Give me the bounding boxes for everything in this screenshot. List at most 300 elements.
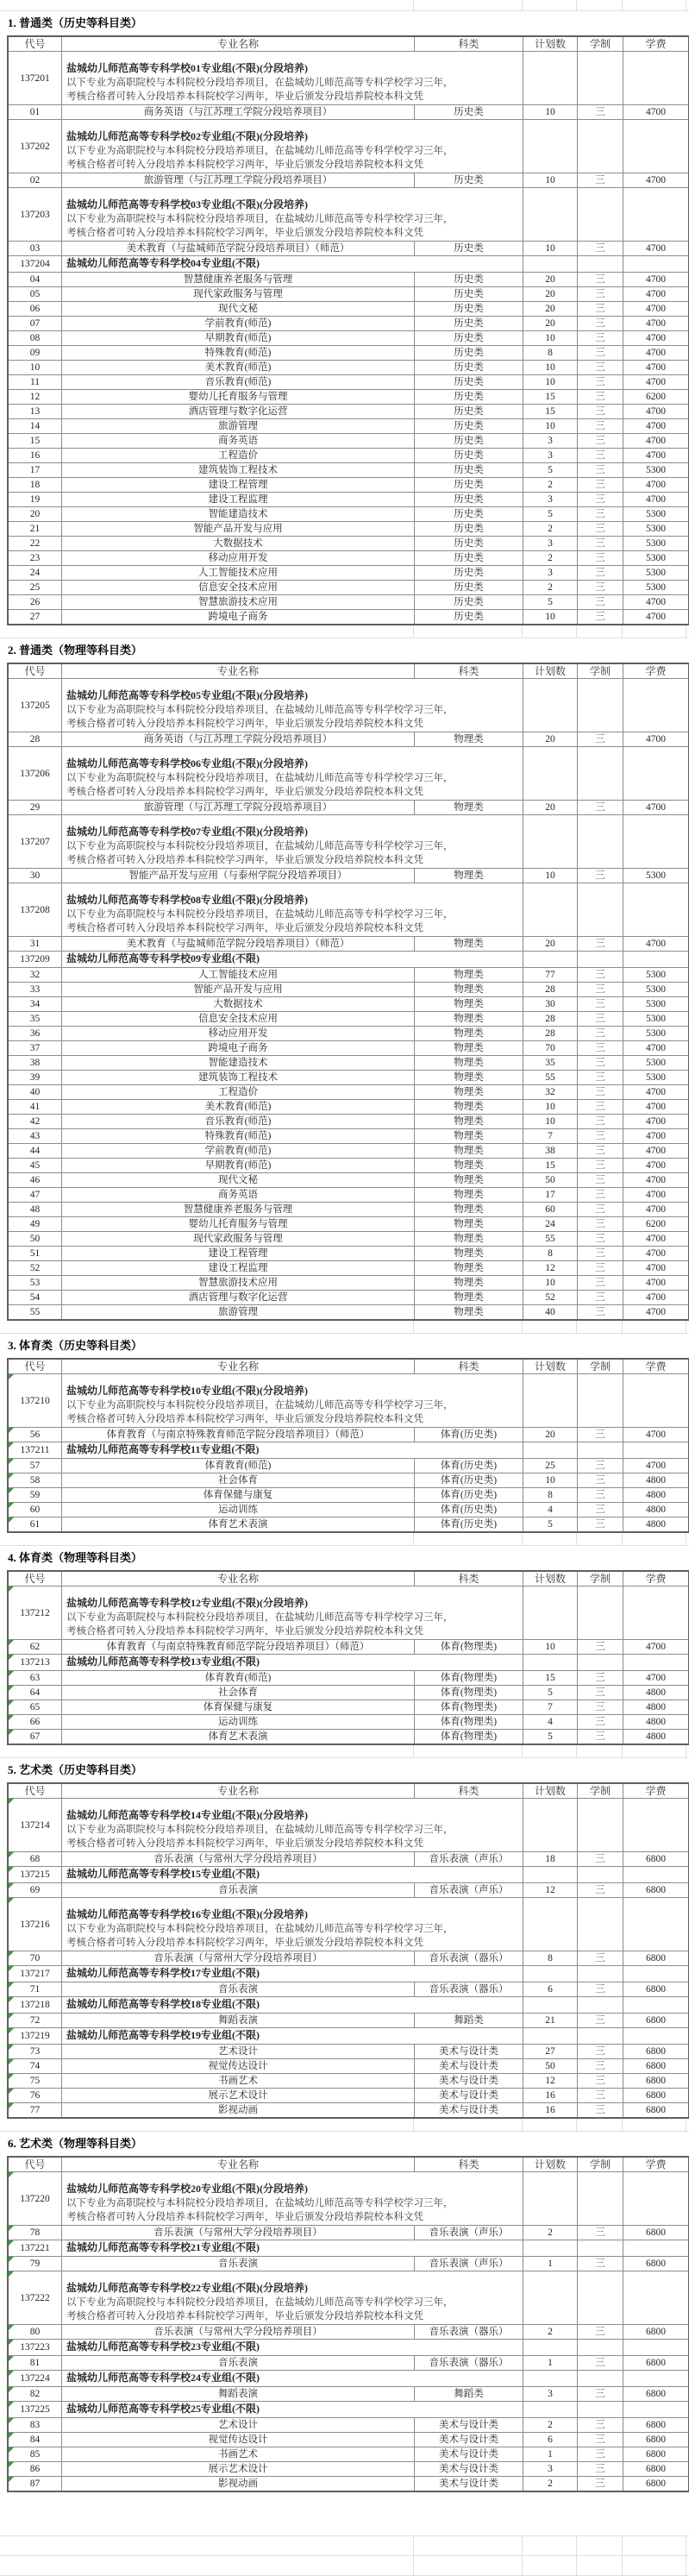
cell-major-name: 音乐表演 <box>62 1883 415 1897</box>
cell-major-name: 体育教育(师范) <box>62 1459 415 1473</box>
cell-major-name: 体育保健与康复 <box>62 1488 415 1502</box>
group-segment-note: 以下专业为高职院校与本科院校分段培养项目，在盐城幼儿师范高等专科学校学习三年，考核合格者可转入分段培养本科院校学习两年，毕业后颁发分段培养院校本科文凭 <box>66 841 454 865</box>
cell-code: 87 <box>9 2477 62 2491</box>
cell-category: 历史类 <box>415 173 523 187</box>
cell-plan-count: 12 <box>523 1261 578 1275</box>
cell-category: 美术与设计类 <box>415 2045 523 2058</box>
cell-plan-count: 27 <box>523 2045 578 2058</box>
cell-plan-count <box>578 679 623 732</box>
cell-major-name: 特殊教育(师范) <box>62 1129 415 1143</box>
cell-major-name: 商务英语（与江苏理工学院分段培养项目） <box>62 105 415 119</box>
cell-fee: 4800 <box>646 1475 666 1486</box>
cell-years: 三 <box>578 2477 623 2491</box>
cell-fee: 5300 <box>646 970 666 980</box>
cell-major-name: 展示艺术设计 <box>62 2462 415 2476</box>
group-row <box>9 2402 688 2418</box>
plan-table <box>7 1358 689 1533</box>
group-title: 盐城幼儿师范高等专科学校19专业组(不限) <box>66 2029 260 2041</box>
cell-major-name: 智慧健康养老服务与管理 <box>62 1203 415 1216</box>
group-title: 盐城幼儿师范高等专科学校14专业组(不限)(分段培养) <box>66 1809 308 1821</box>
cell-group-code: 137204 <box>9 256 62 272</box>
cell-category: 历史类 <box>415 551 523 565</box>
cell-category: 物理类 <box>415 1129 523 1143</box>
cell-major-name: 音乐表演（与常州大学分段培养项目） <box>62 2226 415 2240</box>
major-row <box>9 1144 688 1159</box>
major-row <box>9 1247 688 1261</box>
column-header-plan-count: 计划数 <box>523 664 578 678</box>
cell-years: 三 <box>578 1085 623 1099</box>
group-row <box>9 815 688 869</box>
major-row <box>9 1640 688 1655</box>
cell-group-code: 137201 <box>9 52 62 104</box>
cell-years: 三 <box>578 1100 623 1114</box>
cell-fee: 4700 <box>646 494 666 505</box>
group-row <box>9 2028 688 2045</box>
cell-category: 物理类 <box>415 1276 523 1290</box>
cell-years <box>623 2340 688 2355</box>
cell-category: 历史类 <box>415 493 523 506</box>
cell-category: 物理类 <box>415 869 523 883</box>
cell-category: 物理类 <box>415 1085 523 1099</box>
cell-group-code: 137221 <box>9 2240 62 2256</box>
cell-fee: 4700 <box>646 597 666 607</box>
group-row <box>9 2240 688 2257</box>
major-row <box>9 1173 688 1188</box>
cell-group-code: 137225 <box>9 2402 62 2417</box>
cell-code: 04 <box>9 273 62 286</box>
group-row <box>9 883 688 937</box>
column-header-code: 代号 <box>9 37 62 51</box>
cell-major-name: 人工智能技术应用 <box>62 968 415 982</box>
group-title: 盐城幼儿师范高等专科学校23专业组(不限) <box>66 2340 260 2353</box>
group-row <box>9 1374 688 1428</box>
cell-fee: 5300 <box>646 553 666 563</box>
cell-code: 40 <box>9 1085 62 1099</box>
cell-years: 三 <box>578 1129 623 1143</box>
cell-category: 美术与设计类 <box>415 2433 523 2447</box>
cell-plan-count: 8 <box>523 346 578 360</box>
cell-plan-count: 1 <box>523 2447 578 2461</box>
cell-plan-count: 12 <box>523 2074 578 2088</box>
cell-group-name <box>62 120 523 173</box>
cell-plan-count: 55 <box>523 1071 578 1084</box>
cell-major-name: 运动训练 <box>62 1503 415 1517</box>
major-row <box>9 1217 688 1232</box>
cell-code: 39 <box>9 1071 62 1084</box>
cell-fee: 5300 <box>646 509 666 519</box>
grid-line <box>576 1745 577 1757</box>
cell-category: 美术与设计类 <box>415 2418 523 2432</box>
cell-group-code: 137213 <box>9 1655 62 1670</box>
cell-category: 物理类 <box>415 997 523 1011</box>
cell-years: 三 <box>578 522 623 536</box>
cell-category: 历史类 <box>415 434 523 448</box>
cell-plan-count: 28 <box>523 983 578 996</box>
cell-major-name: 早期教育(师范) <box>62 1159 415 1172</box>
cell-years: 三 <box>578 2045 623 2058</box>
column-header-category: 科类 <box>415 1784 523 1798</box>
cell-code: 53 <box>9 1276 62 1290</box>
group-title: 盐城幼儿师范高等专科学校11专业组(不限) <box>66 1443 260 1455</box>
cell-years: 三 <box>578 1671 623 1685</box>
cell-years: 三 <box>578 1883 623 1897</box>
group-segment-note: 以下专业为高职院校与本科院校分段培养项目，在盐城幼儿师范高等专科学校学习三年，考核合格者可转入分段培养本科院校学习两年，毕业后颁发分段培养院校本科文凭 <box>66 1924 454 1948</box>
cell-plan-count <box>578 1655 623 1670</box>
cell-category <box>523 2028 578 2044</box>
major-row <box>9 1473 688 1488</box>
cell-years: 三 <box>578 537 623 550</box>
cell-years: 三 <box>578 1115 623 1128</box>
grid-strip <box>0 2555 689 2576</box>
cell-category: 历史类 <box>415 566 523 580</box>
major-row <box>9 317 688 331</box>
cell-years <box>623 1374 688 1427</box>
cell-group-code: 137203 <box>9 188 62 241</box>
group-row <box>9 1867 688 1883</box>
cell-major-name: 智能建造技术 <box>62 1056 415 1070</box>
cell-group-code: 137211 <box>9 1442 62 1458</box>
cell-fee: 4700 <box>646 1461 666 1471</box>
cell-years <box>623 1799 688 1851</box>
cell-category: 美术与设计类 <box>415 2089 523 2102</box>
cell-fee: 4700 <box>646 939 666 949</box>
cell-category <box>523 2240 578 2256</box>
cell-years: 三 <box>578 801 623 814</box>
cell-major-name: 建设工程管理 <box>62 1247 415 1260</box>
cell-category: 历史类 <box>415 375 523 389</box>
column-header-category: 科类 <box>415 1572 523 1586</box>
grid-line <box>576 1321 577 1333</box>
cell-code: 70 <box>9 1951 62 1965</box>
cell-fee: 5300 <box>646 1014 666 1024</box>
cell-fee: 5300 <box>646 524 666 534</box>
cell-code: 46 <box>9 1173 62 1187</box>
grid-line <box>522 0 523 10</box>
cell-group-name <box>62 1655 523 1670</box>
cell-major-name: 商务英语 <box>62 1188 415 1202</box>
cell-category: 历史类 <box>415 449 523 462</box>
cell-category: 音乐表演（器乐） <box>415 2325 523 2339</box>
cell-years: 三 <box>578 2462 623 2476</box>
cell-years: 三 <box>578 2014 623 2027</box>
cell-code: 58 <box>9 1473 62 1487</box>
cell-category: 美术与设计类 <box>415 2059 523 2073</box>
cell-fee: 4800 <box>646 1731 666 1742</box>
cell-group-name <box>62 2028 523 2044</box>
cell-major-name: 大数据技术 <box>62 537 415 550</box>
major-row <box>9 869 688 883</box>
major-row <box>9 1041 688 1056</box>
group-title: 盐城幼儿师范高等专科学校24专业组(不限) <box>66 2372 260 2384</box>
cell-plan-count: 10 <box>523 331 578 345</box>
cell-plan-count <box>578 1586 623 1639</box>
cell-years: 三 <box>578 595 623 609</box>
cell-plan-count: 2 <box>523 2418 578 2432</box>
cell-major-name: 音乐教育(师范) <box>62 375 415 389</box>
group-row <box>9 1997 688 2014</box>
column-header-code: 代号 <box>9 1572 62 1586</box>
cell-category: 舞蹈类 <box>415 2387 523 2401</box>
section-title: 2. 普通类（物理等科目类） <box>8 644 143 657</box>
cell-category: 历史类 <box>415 581 523 594</box>
cell-category: 体育(历史类) <box>415 1428 523 1442</box>
cell-plan-count: 2 <box>523 581 578 594</box>
cell-plan-count: 3 <box>523 2387 578 2401</box>
cell-plan-count: 6 <box>523 2433 578 2447</box>
column-header-plan-count: 计划数 <box>523 1360 578 1373</box>
cell-category <box>523 2271 578 2324</box>
cell-group-code: 137205 <box>9 679 62 732</box>
cell-fee: 6800 <box>646 2076 666 2086</box>
cell-fee: 4700 <box>646 1307 666 1317</box>
cell-group-code: 137208 <box>9 883 62 936</box>
grid-line <box>413 0 414 10</box>
cell-years: 三 <box>578 869 623 883</box>
grid-line <box>413 1745 414 1757</box>
major-row <box>9 173 688 188</box>
cell-major-name: 体育艺术表演 <box>62 1517 415 1531</box>
cell-years: 三 <box>578 173 623 187</box>
cell-major-name: 现代家政服务与管理 <box>62 287 415 301</box>
cell-code: 64 <box>9 1686 62 1700</box>
group-title: 盐城幼儿师范高等专科学校04专业组(不限) <box>66 257 260 269</box>
cell-fee: 4700 <box>646 1175 666 1185</box>
column-header-years: 学制 <box>578 37 623 51</box>
cell-plan-count: 4 <box>523 1503 578 1517</box>
cell-plan-count: 20 <box>523 1428 578 1442</box>
cell-plan-count: 35 <box>523 1056 578 1070</box>
column-header-major-name: 专业名称 <box>62 1784 415 1798</box>
cell-category: 物理类 <box>415 1012 523 1026</box>
cell-years: 三 <box>578 968 623 982</box>
cell-group-code: 137215 <box>9 1867 62 1882</box>
cell-years: 三 <box>578 507 623 521</box>
cell-plan-count: 3 <box>523 537 578 550</box>
cell-plan-count <box>578 2402 623 2417</box>
cell-code: 11 <box>9 375 62 389</box>
major-row <box>9 105 688 120</box>
cell-category: 物理类 <box>415 1291 523 1304</box>
cell-years: 三 <box>578 2089 623 2102</box>
cell-years: 三 <box>578 331 623 345</box>
cell-years: 三 <box>578 105 623 119</box>
cell-plan-count: 15 <box>523 390 578 404</box>
major-row <box>9 937 688 952</box>
cell-fee: 4700 <box>646 1234 666 1244</box>
grid-strip <box>0 2119 689 2132</box>
column-header-plan-count: 计划数 <box>523 1784 578 1798</box>
column-header-category: 科类 <box>415 664 523 678</box>
cell-fee: 4700 <box>646 1190 666 1200</box>
column-header-major-name: 专业名称 <box>62 2158 415 2171</box>
group-title: 盐城幼儿师范高等专科学校02专业组(不限)(分段培养) <box>66 130 308 142</box>
cell-years <box>623 1655 688 1670</box>
cell-plan-count: 10 <box>523 242 578 255</box>
cell-fee: 4800 <box>646 1519 666 1530</box>
cell-major-name: 音乐表演（与常州大学分段培养项目） <box>62 2325 415 2339</box>
grid-strip <box>0 0 689 11</box>
cell-code: 41 <box>9 1100 62 1114</box>
cell-years: 三 <box>578 2226 623 2240</box>
group-row <box>9 2371 688 2387</box>
cell-years: 三 <box>578 1951 623 1965</box>
group-row <box>9 1655 688 1671</box>
cell-category: 物理类 <box>415 1247 523 1260</box>
cell-category: 物理类 <box>415 1261 523 1275</box>
cell-code: 45 <box>9 1159 62 1172</box>
major-row <box>9 375 688 390</box>
cell-code: 59 <box>9 1488 62 1502</box>
cell-code: 22 <box>9 537 62 550</box>
cell-code: 47 <box>9 1188 62 1202</box>
cell-years: 三 <box>578 1027 623 1040</box>
cell-years: 三 <box>578 1232 623 1246</box>
cell-plan-count: 8 <box>523 1488 578 1502</box>
major-row <box>9 1700 688 1715</box>
cell-category: 物理类 <box>415 1115 523 1128</box>
cell-major-name: 智慧健康养老服务与管理 <box>62 273 415 286</box>
cell-years: 三 <box>578 1012 623 1026</box>
cell-group-name <box>62 1374 523 1427</box>
grid-strip <box>0 1533 689 1546</box>
major-row <box>9 983 688 997</box>
cell-fee: 6800 <box>646 1885 666 1895</box>
cell-plan-count: 10 <box>523 869 578 883</box>
cell-code: 73 <box>9 2045 62 2058</box>
cell-fee: 5300 <box>646 999 666 1009</box>
cell-code: 03 <box>9 242 62 255</box>
cell-fee: 4700 <box>646 406 666 417</box>
cell-plan-count <box>578 2271 623 2324</box>
cell-years: 三 <box>578 1517 623 1531</box>
cell-group-code: 137217 <box>9 1966 62 1982</box>
major-row <box>9 346 688 361</box>
major-row <box>9 1027 688 1041</box>
cell-group-name <box>62 52 523 104</box>
cell-category: 历史类 <box>415 346 523 360</box>
cell-group-name <box>62 1799 523 1851</box>
cell-years: 三 <box>578 2418 623 2432</box>
cell-category: 体育(历史类) <box>415 1488 523 1502</box>
cell-plan-count: 20 <box>523 287 578 301</box>
cell-fee: 5300 <box>646 568 666 578</box>
cell-years: 三 <box>578 1144 623 1158</box>
cell-years: 三 <box>578 449 623 462</box>
cell-years <box>623 952 688 967</box>
cell-major-name: 商务英语（与江苏理工学院分段培养项目） <box>62 732 415 746</box>
table-header-row <box>9 2158 688 2172</box>
cell-group-name <box>62 2172 523 2225</box>
cell-plan-count: 10 <box>523 1640 578 1654</box>
cell-category: 美术与设计类 <box>415 2074 523 2088</box>
cell-category: 物理类 <box>415 968 523 982</box>
major-row <box>9 434 688 449</box>
cell-years: 三 <box>578 732 623 746</box>
cell-code: 30 <box>9 869 62 883</box>
cell-plan-count: 8 <box>523 1247 578 1260</box>
cell-code: 33 <box>9 983 62 996</box>
major-row <box>9 1276 688 1291</box>
cell-group-name <box>62 747 523 800</box>
column-header-major-name: 专业名称 <box>62 664 415 678</box>
group-row <box>9 2271 688 2325</box>
cell-plan-count: 10 <box>523 1473 578 1487</box>
cell-years: 三 <box>578 1071 623 1084</box>
group-title: 盐城幼儿师范高等专科学校09专业组(不限) <box>66 952 260 964</box>
cell-plan-count: 5 <box>523 595 578 609</box>
cell-category: 历史类 <box>415 595 523 609</box>
cell-category: 体育(物理类) <box>415 1730 523 1744</box>
cell-fee: 5300 <box>646 538 666 549</box>
cell-years: 三 <box>578 419 623 433</box>
grid-line <box>522 1745 523 1757</box>
cell-category: 历史类 <box>415 273 523 286</box>
cell-fee: 4800 <box>646 1505 666 1515</box>
major-row <box>9 2418 688 2433</box>
cell-years: 三 <box>578 1188 623 1202</box>
grid-line <box>622 2119 623 2131</box>
cell-category: 舞蹈类 <box>415 2014 523 2027</box>
cell-fee: 6800 <box>646 2327 666 2337</box>
cell-years <box>623 2028 688 2044</box>
cell-major-name: 体育保健与康复 <box>62 1700 415 1714</box>
cell-years: 三 <box>578 2387 623 2401</box>
cell-category <box>523 679 578 732</box>
column-header-plan-count: 计划数 <box>523 1572 578 1586</box>
cell-category: 物理类 <box>415 1203 523 1216</box>
cell-code: 21 <box>9 522 62 536</box>
cell-fee: 6800 <box>646 2358 666 2368</box>
cell-plan-count <box>578 815 623 868</box>
cell-fee: 5300 <box>646 1028 666 1039</box>
cell-fee: 4700 <box>646 1116 666 1127</box>
cell-years: 三 <box>578 1428 623 1442</box>
group-title: 盐城幼儿师范高等专科学校17专业组(不限) <box>66 1967 260 1979</box>
major-row <box>9 1686 688 1700</box>
group-title: 盐城幼儿师范高等专科学校15专业组(不限) <box>66 1868 260 1880</box>
cell-fee: 5300 <box>646 984 666 995</box>
cell-code: 08 <box>9 331 62 345</box>
major-row <box>9 1503 688 1517</box>
cell-fee: 6800 <box>646 1984 666 1995</box>
cell-major-name: 建筑装饰工程技术 <box>62 1071 415 1084</box>
cell-group-name <box>62 1867 523 1882</box>
cell-category <box>523 188 578 241</box>
cell-group-name <box>62 1442 523 1458</box>
cell-fee: 4700 <box>646 1673 666 1683</box>
cell-plan-count: 77 <box>523 968 578 982</box>
cell-plan-count: 5 <box>523 1517 578 1531</box>
cell-major-name: 社会体育 <box>62 1686 415 1700</box>
cell-category: 音乐表演（声乐） <box>415 1852 523 1866</box>
cell-years: 三 <box>578 317 623 330</box>
cell-group-name <box>62 1966 523 1982</box>
column-header-category: 科类 <box>415 37 523 51</box>
cell-code: 44 <box>9 1144 62 1158</box>
cell-plan-count <box>578 1374 623 1427</box>
cell-fee: 4700 <box>646 1642 666 1652</box>
cell-plan-count: 60 <box>523 1203 578 1216</box>
cell-fee: 6800 <box>646 2389 666 2399</box>
cell-years: 三 <box>578 405 623 418</box>
cell-years: 三 <box>578 1041 623 1055</box>
cell-years: 三 <box>578 434 623 448</box>
cell-years <box>623 1867 688 1882</box>
major-row <box>9 287 688 302</box>
major-row <box>9 2433 688 2447</box>
cell-fee: 4700 <box>646 480 666 490</box>
cell-code: 51 <box>9 1247 62 1260</box>
